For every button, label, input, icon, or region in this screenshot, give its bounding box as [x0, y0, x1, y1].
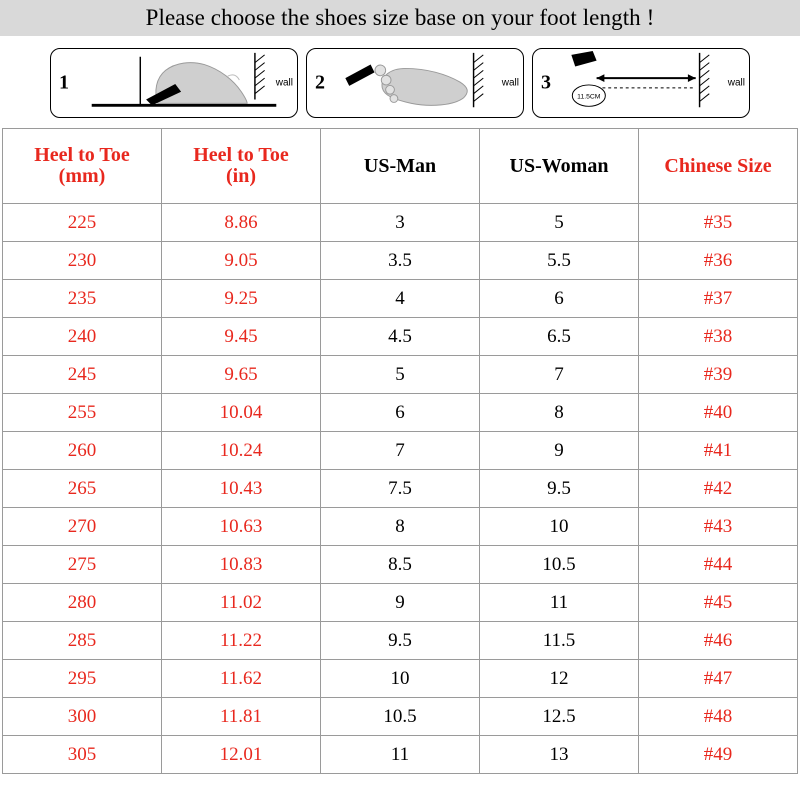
- table-row: [3, 698, 798, 736]
- cell-heel-to-toe-mm: 305: [3, 736, 162, 774]
- cell-chinese-size: #38: [639, 318, 798, 356]
- table-row: [3, 394, 798, 432]
- cell-us-man: 7.5: [321, 470, 480, 508]
- cell-heel-to-toe-in: 9.65: [162, 356, 321, 394]
- size-table-body: [3, 204, 798, 774]
- cell-heel-to-toe-mm: 295: [3, 660, 162, 698]
- measure-distance-icon: [561, 49, 741, 117]
- size-table-head: [3, 129, 798, 204]
- table-row: [3, 242, 798, 280]
- cell-heel-to-toe-mm: 285: [3, 622, 162, 660]
- cell-heel-to-toe-in: 9.45: [162, 318, 321, 356]
- cell-us-man: 10.5: [321, 698, 480, 736]
- cell-heel-to-toe-in: 11.81: [162, 698, 321, 736]
- cell-heel-to-toe-in: 11.22: [162, 622, 321, 660]
- cell-chinese-size: #40: [639, 394, 798, 432]
- table-row: [3, 280, 798, 318]
- cell-heel-to-toe-in: 8.86: [162, 204, 321, 242]
- cell-us-woman: 10.5: [480, 546, 639, 584]
- cell-us-woman: 5: [480, 204, 639, 242]
- cell-us-woman: 8: [480, 394, 639, 432]
- cell-us-man: 9.5: [321, 622, 480, 660]
- header-line-1: Chinese Size: [664, 154, 772, 177]
- table-row: [3, 356, 798, 394]
- header-heel-to-toe-in: [162, 129, 321, 204]
- cell-chinese-size: #37: [639, 280, 798, 318]
- wall-label: wall: [501, 77, 519, 89]
- cell-heel-to-toe-in: 9.25: [162, 280, 321, 318]
- foot-side-view-icon: [79, 49, 289, 117]
- cell-chinese-size: #41: [639, 432, 798, 470]
- cell-chinese-size: #46: [639, 622, 798, 660]
- cell-chinese-size: #48: [639, 698, 798, 736]
- header-us-woman: [480, 129, 639, 204]
- cell-us-man: 8.5: [321, 546, 480, 584]
- header-us-man: [321, 129, 480, 204]
- cell-heel-to-toe-mm: 245: [3, 356, 162, 394]
- cell-heel-to-toe-mm: 255: [3, 394, 162, 432]
- step-number: 1: [59, 71, 69, 94]
- header-line-1: Heel to Toe: [193, 144, 289, 166]
- svg-text:11.5CM: 11.5CM: [577, 93, 601, 101]
- cell-us-woman: 12: [480, 660, 639, 698]
- cell-us-woman: 6.5: [480, 318, 639, 356]
- cell-us-woman: 6: [480, 280, 639, 318]
- table-row: [3, 546, 798, 584]
- table-row: [3, 204, 798, 242]
- header-line-1: US-Man: [363, 154, 437, 177]
- header-line-2: (in): [226, 165, 256, 187]
- foot-top-view-icon: [335, 49, 515, 117]
- wall-label: wall: [727, 77, 745, 89]
- cell-us-man: 9: [321, 584, 480, 622]
- cell-chinese-size: #42: [639, 470, 798, 508]
- table-row: [3, 622, 798, 660]
- cell-heel-to-toe-mm: 275: [3, 546, 162, 584]
- table-row: [3, 318, 798, 356]
- cell-heel-to-toe-mm: 225: [3, 204, 162, 242]
- cell-us-man: 5: [321, 356, 480, 394]
- cell-us-man: 6: [321, 394, 480, 432]
- cell-heel-to-toe-mm: 240: [3, 318, 162, 356]
- table-row: [3, 736, 798, 774]
- cell-chinese-size: #49: [639, 736, 798, 774]
- cell-heel-to-toe-mm: 270: [3, 508, 162, 546]
- cell-heel-to-toe-mm: 300: [3, 698, 162, 736]
- cell-heel-to-toe-in: 11.62: [162, 660, 321, 698]
- cell-heel-to-toe-mm: 280: [3, 584, 162, 622]
- cell-heel-to-toe-mm: 260: [3, 432, 162, 470]
- cell-us-man: 11: [321, 736, 480, 774]
- cell-us-man: 7: [321, 432, 480, 470]
- wall-label: wall: [275, 77, 293, 89]
- cell-heel-to-toe-mm: 230: [3, 242, 162, 280]
- cell-us-woman: 13: [480, 736, 639, 774]
- cell-chinese-size: #47: [639, 660, 798, 698]
- cell-heel-to-toe-in: 10.63: [162, 508, 321, 546]
- page-title: Please choose the shoes size base on your foot length !: [145, 5, 655, 30]
- cell-heel-to-toe-mm: 265: [3, 470, 162, 508]
- cell-us-woman: 11.5: [480, 622, 639, 660]
- table-row: [3, 470, 798, 508]
- cell-us-man: 8: [321, 508, 480, 546]
- cell-heel-to-toe-in: 9.05: [162, 242, 321, 280]
- diagram-step-2: [306, 48, 524, 118]
- cell-us-woman: 9.5: [480, 470, 639, 508]
- table-header-row: [3, 129, 798, 204]
- cell-heel-to-toe-in: 10.24: [162, 432, 321, 470]
- step-number: 2: [315, 71, 325, 94]
- header-line-1: Heel to Toe: [34, 144, 130, 166]
- cell-heel-to-toe-in: 10.04: [162, 394, 321, 432]
- cell-heel-to-toe-mm: 235: [3, 280, 162, 318]
- cell-heel-to-toe-in: 11.02: [162, 584, 321, 622]
- cell-us-woman: 11: [480, 584, 639, 622]
- cell-chinese-size: #45: [639, 584, 798, 622]
- cell-chinese-size: #39: [639, 356, 798, 394]
- cell-chinese-size: #36: [639, 242, 798, 280]
- cell-us-man: 3: [321, 204, 480, 242]
- cell-chinese-size: #44: [639, 546, 798, 584]
- cell-chinese-size: #35: [639, 204, 798, 242]
- cell-heel-to-toe-in: 10.83: [162, 546, 321, 584]
- header-heel-to-toe-mm: [3, 129, 162, 204]
- size-table: [2, 128, 798, 774]
- table-row: [3, 584, 798, 622]
- header-line-2: (mm): [58, 165, 106, 187]
- cell-heel-to-toe-in: 12.01: [162, 736, 321, 774]
- cell-us-man: 3.5: [321, 242, 480, 280]
- table-row: [3, 432, 798, 470]
- table-row: [3, 660, 798, 698]
- diagram-step-3: [532, 48, 750, 118]
- table-row: [3, 508, 798, 546]
- cell-us-man: 10: [321, 660, 480, 698]
- cell-us-woman: 5.5: [480, 242, 639, 280]
- header-line-1: US-Woman: [509, 154, 609, 177]
- cell-heel-to-toe-in: 10.43: [162, 470, 321, 508]
- cell-us-woman: 9: [480, 432, 639, 470]
- cell-us-man: 4: [321, 280, 480, 318]
- cell-us-woman: 12.5: [480, 698, 639, 736]
- cell-us-woman: 10: [480, 508, 639, 546]
- instruction-diagram-strip: [0, 36, 800, 128]
- header-chinese-size: [639, 129, 798, 204]
- cell-us-woman: 7: [480, 356, 639, 394]
- header-bar: [0, 0, 800, 36]
- cell-us-man: 4.5: [321, 318, 480, 356]
- step-number: 3: [541, 71, 551, 94]
- cell-chinese-size: #43: [639, 508, 798, 546]
- size-table-wrap: [0, 128, 800, 776]
- diagram-step-1: [50, 48, 298, 118]
